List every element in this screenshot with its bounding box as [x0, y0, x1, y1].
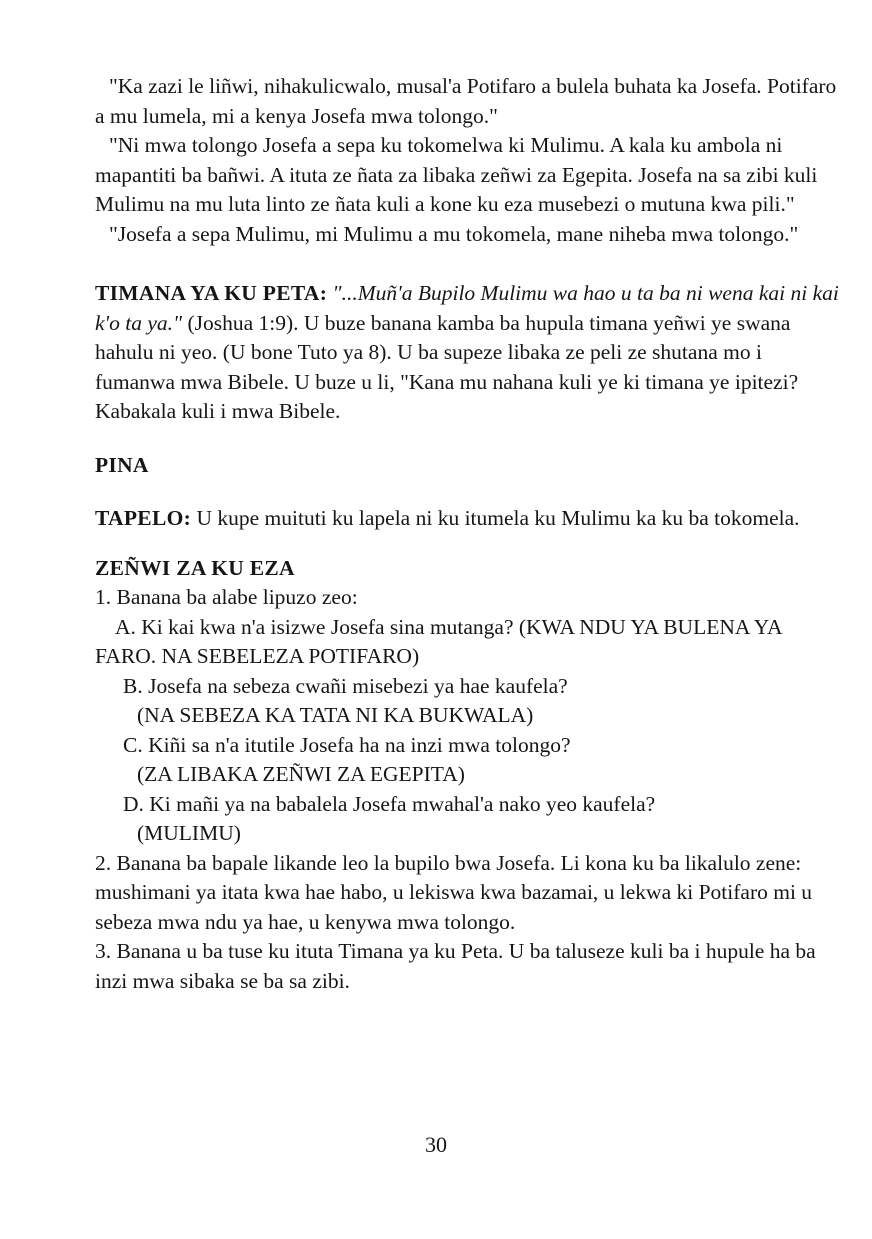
question-c: C. Kiñi sa n'a itutile Josefa ha na inzi mwa tolongo?	[123, 732, 571, 757]
story-paragraph-2: "Ni mwa tolongo Josefa a sepa ku tokomelwa ki Mulimu. A kala ku ambola ni mapantiti ba bañwi. A ituta ze ñata za libaka zeñwi za Egepita. Josefa na sa zibi kuli Mulimu na mu luta linto ze ñata kuli a kone ku eza musebezi o mutuna kwa pili."	[95, 133, 818, 216]
answer-d: (MULIMU)	[137, 821, 241, 845]
activity-item-2: 2. Banana ba bapale likande leo la bupilo bwa Josefa. Li kona ku ba likalulo zene: mushimani ya itata kwa hae habo, u lekiswa kwa bazamai, u lekwa ki Potifaro mi u sebeza mwa ndu ya hae, u kenywa mwa tolongo.	[95, 850, 813, 934]
timana-section	[95, 279, 840, 427]
tapelo-heading: TAPELO:	[95, 506, 192, 530]
tapelo-text: U kupe muituti ku lapela ni ku itumela ku Mulimu ka ku ba tokomela.	[196, 506, 800, 530]
activity-item-3: 3. Banana u ba tuse ku ituta Timana ya ku Peta. U ba taluseze kuli ba i hupule ha ba inzi mwa sibaka se ba sa zibi.	[95, 939, 816, 993]
zenwi-heading: ZEÑWI ZA KU EZA	[95, 555, 295, 580]
page-body	[95, 72, 840, 996]
story-paragraph-1: "Ka zazi le liñwi, nihakulicwalo, musal'a Potifaro a bulela buhata ka Josefa. Potifaro a mu lumela, mi a kenya Josefa mwa tolongo."	[95, 74, 837, 128]
story-paragraph-3: "Josefa a sepa Mulimu, mi Mulimu a mu tokomela, mane niheba mwa tolongo."	[109, 221, 799, 246]
activity-item-1: 1. Banana ba alabe lipuzo zeo:	[95, 585, 358, 609]
timana-verse: "...Muñ'a Bupilo Mulimu wa hao u ta ba ni wena kai ni kai k'o ta ya."	[95, 281, 839, 335]
pina-heading: PINA	[95, 452, 149, 477]
timana-text: (Joshua 1:9). U buze banana kamba ba hupula timana yeñwi ye swana hahulu ni yeo. (U bone Tuto ya 8). U ba supeze libaka ze peli ze shutana mo i fumanwa mwa Bibele. U buze u li, "Kana mu nahana kuli ye ki timana ye ipitezi? Kabakala kuli i mwa Bibele.	[95, 310, 799, 423]
answer-c: (ZA LIBAKA ZEÑWI ZA EGEPITA)	[137, 762, 465, 786]
tapelo-section	[95, 504, 840, 534]
question-b: B. Josefa na sebeza cwañi misebezi ya hae kaufela?	[123, 673, 568, 698]
question-a: A. Ki kai kwa n'a isizwe Josefa sina mutanga? (KWA NDU YA BULENA YA FARO. NA SEBELEZA POTIFARO)	[95, 614, 782, 668]
page-number: 30	[425, 1132, 447, 1157]
answer-b: (NA SEBEZA KA TATA NI KA BUKWALA)	[137, 703, 534, 727]
timana-heading: TIMANA YA KU PETA:	[95, 281, 328, 305]
question-d: D. Ki mañi ya na babalela Josefa mwahal'a nako yeo kaufela?	[123, 791, 656, 816]
